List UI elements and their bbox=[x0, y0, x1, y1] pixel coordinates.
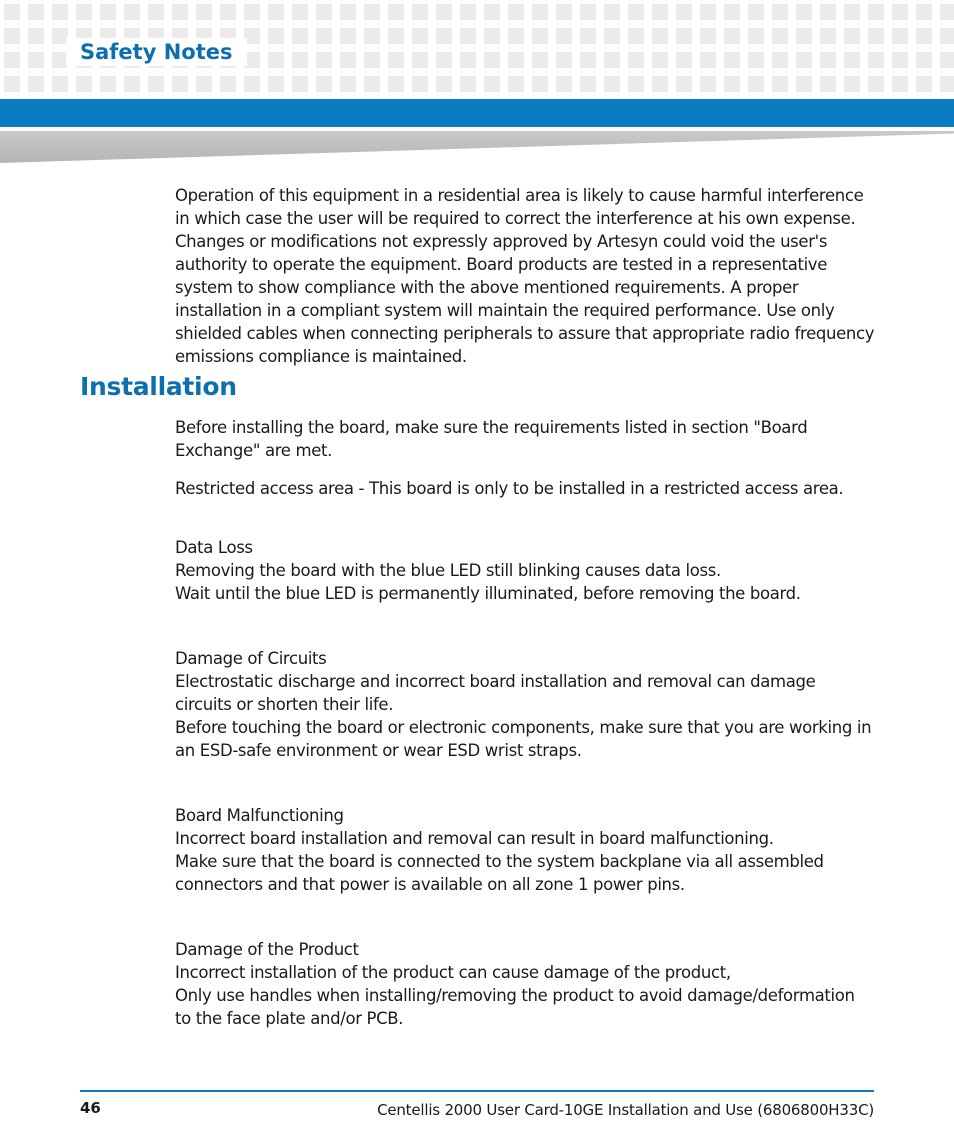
installation-para-1: Before installing the board, make sure the requirements listed in section "Board Exchange" are met. bbox=[175, 418, 808, 460]
intro-paragraph: Operation of this equipment in a residential area is likely to cause harmful interference in which case the user will be required to correct the interference at his own expense. Changes or modifications not expressly approved by Artesyn could void the user's authority to operate the equipment. Board products are tested in a representative system to show compliance with the above mentioned requirements. A proper installation in a compliant system will maintain the required performance. Use only shielded cables when connecting peripherals to assure that appropriate radio frequency emissions compliance is maintained. bbox=[175, 186, 875, 366]
note-line: Only use handles when installing/removing the product to avoid damage/deformation to the face plate and/or PCB. bbox=[175, 986, 855, 1028]
note-title: Data Loss bbox=[175, 538, 253, 557]
header-gray-wedge bbox=[0, 131, 954, 163]
note-line: Removing the board with the blue LED still blinking causes data loss. bbox=[175, 561, 721, 580]
section-title: Safety Notes bbox=[66, 38, 247, 66]
installation-heading: Installation bbox=[80, 372, 237, 401]
note-title: Board Malfunctioning bbox=[175, 806, 344, 825]
page-number: 46 bbox=[80, 1099, 101, 1117]
note-title: Damage of Circuits bbox=[175, 649, 327, 668]
note-line: Make sure that the board is connected to the system backplane via all assembled connectors and that power is available on all zone 1 power pins. bbox=[175, 852, 824, 894]
footer-rule bbox=[80, 1090, 874, 1092]
header-blue-bar bbox=[0, 99, 954, 127]
note-line: Wait until the blue LED is permanently illuminated, before removing the board. bbox=[175, 584, 801, 603]
note-line: Incorrect board installation and removal can result in board malfunctioning. bbox=[175, 829, 774, 848]
note-title: Damage of the Product bbox=[175, 940, 359, 959]
note-line: Incorrect installation of the product can cause damage of the product, bbox=[175, 963, 731, 982]
installation-para-2: Restricted access area - This board is only to be installed in a restricted access area. bbox=[175, 479, 844, 498]
document-title: Centellis 2000 User Card-10GE Installation and Use (6806800H33C) bbox=[377, 1101, 874, 1119]
note-line: Before touching the board or electronic components, make sure that you are working in an ESD-safe environment or wear ESD wrist straps. bbox=[175, 718, 872, 760]
note-line: Electrostatic discharge and incorrect board installation and removal can damage circuits or shorten their life. bbox=[175, 672, 816, 714]
